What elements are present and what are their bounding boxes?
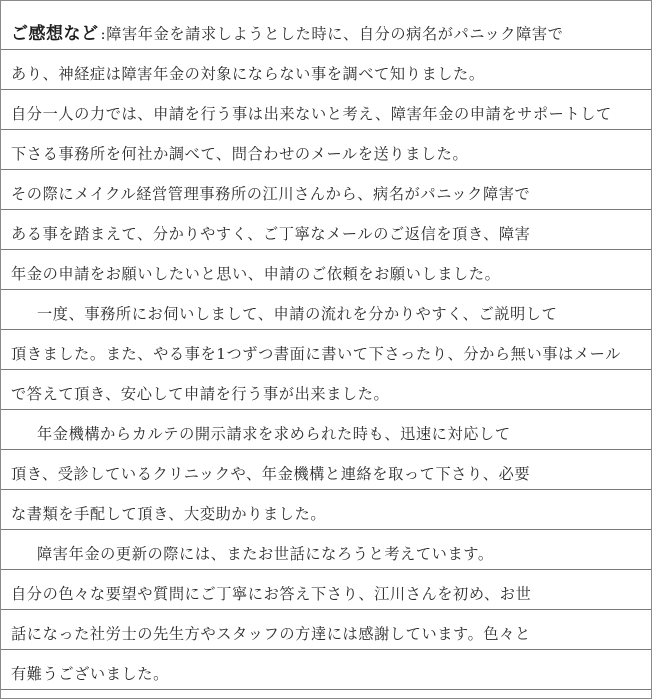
text-line: [11, 529, 641, 569]
line-text: 下さる事務所を何社か調べて、問合わせのメールを送りました。: [11, 145, 469, 163]
line-text: 年金機構からカルテの開示請求を求められた時も、迅速に対応して: [37, 425, 511, 443]
line-text: 年金の申請をお願いしたいと思い、申請のご依頼をお願いしました。: [11, 265, 501, 283]
text-line: [11, 49, 641, 89]
line-text: な書類を手配して頂き、大変助かりました。: [11, 505, 327, 523]
text-line: [11, 369, 641, 409]
line-text: 障害年金の更新の際には、またお世話になろうと考えています。: [37, 545, 494, 563]
line-text: あり、神経症は障害年金の対象にならない事を調べて知りました。: [11, 65, 485, 83]
line-text: 話になった社労士の先生方やスタッフの方達には感謝しています。色々と: [11, 625, 531, 643]
line-text: 自分の色々な要望や質問にご丁寧にお答え下さり、江川さんを初め、お世: [11, 585, 532, 603]
line-text: 一度、事務所にお伺いしまして、申請の流れを分かりやすく、ご説明して: [37, 305, 558, 323]
line-text: 頂きました。また、やる事を1つずつ書面に書いて下さったり、分から無い事はメール: [11, 345, 621, 363]
text-line: [11, 409, 641, 449]
ruled-line: [1, 689, 651, 690]
line-text: 有難うございました。: [11, 665, 169, 683]
line-text: 自分一人の力では、申請を行う事は出来ないと考え、障害年金の申請をサポートして: [11, 105, 612, 123]
line-text: その際にメイクル経営管理事務所の江川さんから、病名がパニック障害で: [11, 185, 531, 203]
line-text: 頂き、受診しているクリニックや、年金機構と連絡を取って下さり、必要: [11, 465, 531, 483]
text-line: [11, 209, 641, 249]
section-heading: ご感想など: [11, 24, 99, 44]
text-line: [11, 129, 641, 169]
text-line: [11, 289, 641, 329]
text-line: [11, 609, 641, 649]
line-text: で答えて頂き、安心して申請を行う事が出来ました。: [11, 385, 390, 403]
text-line: [11, 449, 641, 489]
text-line: [11, 9, 641, 49]
text-line: [11, 569, 641, 609]
text-line: [11, 169, 641, 209]
text-line: [11, 89, 641, 129]
line-text: :障害年金を請求しようとした時に、自分の病名がパニック障害で: [100, 25, 564, 43]
text-line: [11, 489, 641, 529]
text-line: [11, 249, 641, 289]
text-line: [11, 649, 641, 689]
text-line: [11, 329, 641, 369]
line-text: ある事を踏まえて、分かりやすく、ご丁寧なメールのご返信を頂き、障害: [11, 225, 531, 243]
